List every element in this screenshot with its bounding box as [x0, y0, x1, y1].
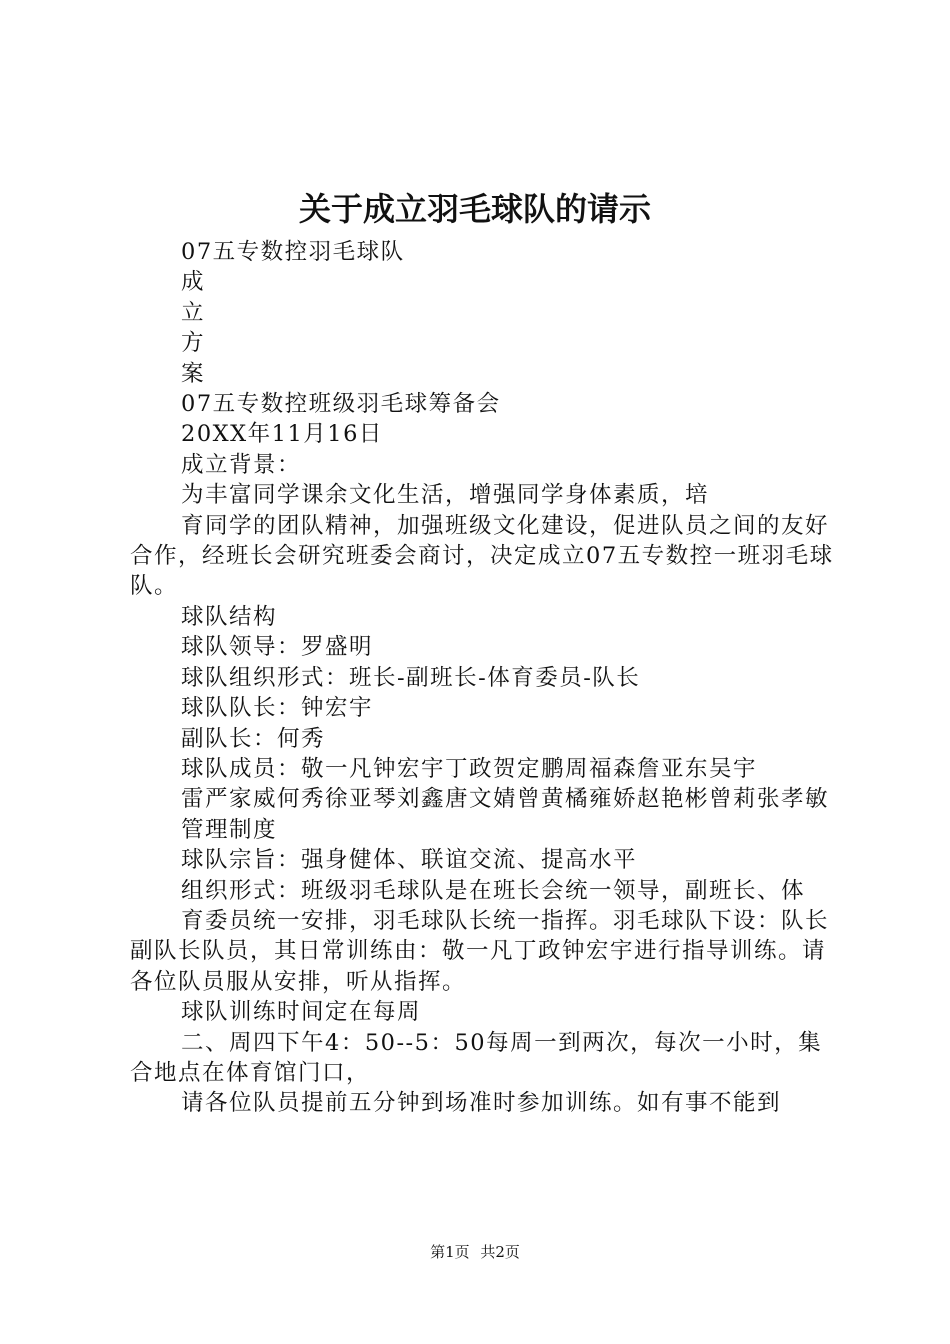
body-paragraph: 管理制度: [181, 816, 278, 843]
document-title: 关于成立羽毛球队的请示: [298, 190, 651, 228]
body-paragraph: 球队队长：钟宏宇: [181, 695, 374, 722]
body-paragraph: 球队领导：罗盛明: [181, 634, 374, 661]
body-paragraph: 案: [181, 360, 206, 387]
body-paragraph: 07五专数控羽毛球队: [181, 239, 405, 265]
body-paragraph: 雷严家威何秀徐亚琴刘鑫唐文婧曾黄橘雍娇赵艳彬曾莉张孝敏: [181, 786, 830, 813]
document-body: [130, 237, 835, 1119]
body-paragraph: 球队结构: [181, 603, 278, 630]
body-paragraph: 球队组织形式：班长-副班长-体育委员-队长: [181, 664, 641, 691]
body-paragraph: 成: [181, 269, 206, 296]
body-paragraph: 球队成员：敬一凡钟宏宇丁政贺定鹏周福森詹亚东吴宇: [181, 755, 758, 782]
page-footer: [0, 1241, 950, 1263]
body-paragraph: 07五专数控班级羽毛球筹备会: [181, 391, 501, 418]
body-paragraph: 二、周四下午4：50--5：50每周一到两次，每次一小时，集合地点在体育馆门口，: [130, 1029, 823, 1086]
body-paragraph: 成立背景：: [181, 451, 302, 478]
body-paragraph: 组织形式：班级羽毛球队是在班长会统一领导，副班长、体: [181, 877, 806, 904]
body-paragraph: 球队宗旨：强身健体、联谊交流、提高水平: [181, 847, 638, 874]
page-number-total: 共2页: [480, 1243, 520, 1261]
body-paragraph: 为丰富同学课余文化生活，增强同学身体素质，培: [181, 482, 710, 509]
body-paragraph: 请各位队员提前五分钟到场准时参加训练。如有事不能到: [181, 1090, 782, 1117]
body-paragraph: 育委员统一安排，羽毛球队长统一指挥。羽毛球队下设：队长副队长队员，其日常训练由：敬一凡丁政钟宏宇进行指导训练。请各位队员服从安排，听从指挥。: [130, 907, 830, 995]
body-paragraph: 方: [181, 330, 206, 357]
body-paragraph: 20XX年11月16日: [181, 421, 383, 448]
body-paragraph: 球队训练时间定在每周: [181, 999, 422, 1026]
body-paragraph: 立: [181, 299, 206, 326]
body-paragraph: 副队长：何秀: [181, 725, 326, 752]
body-paragraph: 育同学的团队精神，加强班级文化建设，促进队员之间的友好合作，经班长会研究班委会商讨，决定成立07五专数控一班羽毛球队。: [130, 512, 834, 600]
page-number-current: 第1页: [430, 1243, 470, 1261]
